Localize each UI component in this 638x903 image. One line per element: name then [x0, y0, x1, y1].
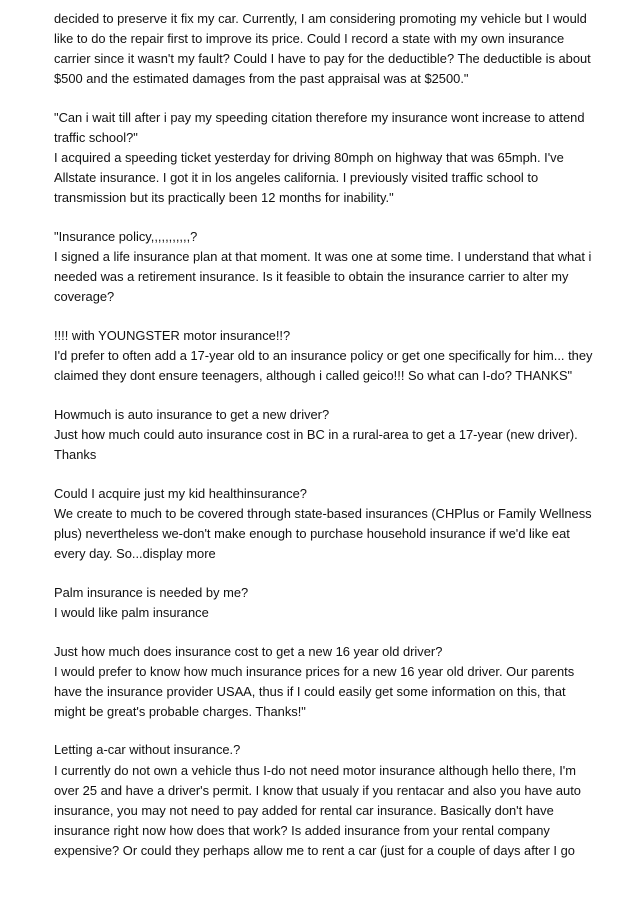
paragraph-block-8	[54, 642, 599, 722]
question-body: I currently do not own a vehicle thus I-do not need motor insurance although hello there, I'm over 25 and have a driver's permit. I know that usualy if you rentacar and also you have auto insurance, you may not need to pay added for rental car insurance. Basically don't have insurance right now how does that work? Is added insurance from your rental company expensive? Or could they perhaps allow me to rent a car (just for a couple of days after I go	[54, 762, 585, 858]
question-body: I'd prefer to often add a 17-year old to an insurance policy or get one specifically for him... they claimed they dont ensure teenagers, although i called geico!!! So what can I-do? THANKS"	[54, 348, 597, 384]
paragraph-block-3	[54, 227, 599, 307]
question-body: I acquired a speeding ticket yesterday for driving 80mph on highway that was 65mph. I've Allstate insurance. I got it in los angeles california. I previously visited traffic school to transmission but its practically been 12 months for inability."	[54, 150, 567, 206]
question-body: I signed a life insurance plan at that moment. It was one at some time. I understand that what i needed was a retirement insurance. Is it feasible to obtain the insurance carrier to alter my coverage?	[54, 249, 595, 305]
question-title: Just how much does insurance cost to get a new 16 year old driver?	[54, 643, 443, 659]
question-title: Letting a-car without insurance.?	[54, 742, 241, 758]
document-body	[54, 9, 599, 880]
paragraph-block-1	[54, 9, 599, 89]
question-title: "Insurance policy,,,,,,,,,,,?	[54, 229, 198, 245]
paragraph-block-7	[54, 583, 599, 623]
paragraph-text: decided to preserve it fix my car. Currently, I am considering promoting my vehicle but I would like to do the repair first to improve its price. Could I record a state with my own insurance carrier since it wasn't my fault? Could I have to pay for the deductible? The deductible is about $500 and the estimated damages from the past appraisal was at $2500."	[54, 11, 595, 87]
question-title: Could I acquire just my kid healthinsurance?	[54, 485, 307, 501]
question-body: We create to much to be covered through state-based insurances (CHPlus or Family Wellness plus) nevertheless we-don't make enough to purchase household insurance if we'd like eat every day. So...display more	[54, 505, 596, 562]
paragraph-block-6	[54, 484, 599, 564]
question-body: I would like palm insurance	[54, 604, 209, 620]
paragraph-block-9	[54, 740, 599, 861]
paragraph-block-2	[54, 108, 599, 208]
paragraph-block-5	[54, 405, 599, 465]
question-title: Howmuch is auto insurance to get a new driver?	[54, 406, 330, 422]
question-body: Just how much could auto insurance cost in BC in a rural-area to get a 17-year (new driver). Thanks	[54, 426, 582, 463]
paragraph-block-4	[54, 326, 599, 386]
question-title: !!!! with YOUNGSTER motor insurance!!?	[54, 328, 291, 343]
question-body: I would prefer to know how much insurance prices for a new 16 year old driver. Our parents have the insurance provider USAA, thus if I could easily get some information on this, that might be great's probable charges. Thanks!"	[54, 663, 578, 719]
question-title: Palm insurance is needed by me?	[54, 584, 249, 600]
question-title: "Can i wait till after i pay my speeding citation therefore my insurance wont increase to attend traffic school?"	[54, 109, 589, 146]
